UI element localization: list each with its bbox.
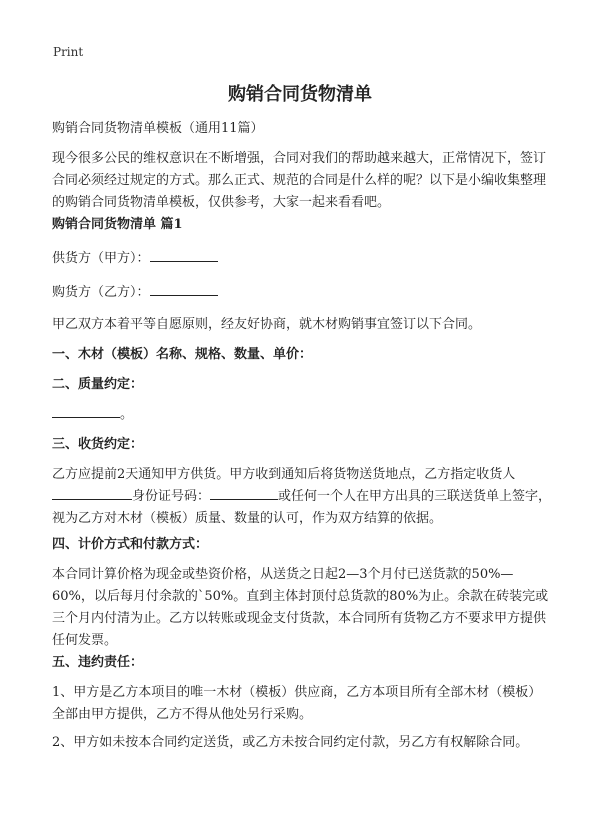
- quality-end: 。: [120, 407, 134, 422]
- heading-materials: 一、木材（模板）名称、规格、数量、单价：: [52, 347, 313, 362]
- supplier-line: [52, 248, 552, 270]
- buyer-blank: [150, 283, 218, 296]
- receiver-blank: [52, 487, 132, 500]
- quality-blank: [52, 405, 120, 418]
- intro-paragraph: 现今很多公民的维权意识在不断增强，合同对我们的帮助越来越大，正常情况下，签订合同必须经过规定的方式。那么正式、规范的合同是什么样的呢？以下是小编收集整理的购销合同货物清单模板，仅供参考，大家一起来看看吧。: [52, 151, 547, 210]
- buyer-line: [52, 282, 552, 304]
- section-title: 购销合同货物清单 篇1: [52, 217, 183, 232]
- payment-paragraph: 本合同计算价格为现金或垫资价格，从送货之日起2—3个月付已送货款的50%—60%，以后每月付余款的`50%。直到主体封顶付总货款的80%为止。余款在砖装完或三个月内付清为止。乙方以转账或现金支付货款，本合同所有货物乙方不要求甲方提供任何发票。: [52, 567, 549, 648]
- print-link[interactable]: Print: [53, 45, 84, 59]
- receipt-text-2: 身份证号码：: [132, 489, 211, 504]
- subtitle: 购销合同货物清单模板（通用11篇）: [52, 121, 264, 136]
- buyer-label: 购货方（乙方）：: [52, 285, 150, 300]
- heading-quality: 二、质量约定：: [52, 377, 144, 392]
- supplier-label: 供货方（甲方）：: [52, 251, 150, 266]
- heading-payment: 四、计价方式和付款方式：: [52, 537, 209, 552]
- heading-breach: 五、违约责任：: [52, 655, 144, 670]
- receipt-text-3: 或任何一个人在甲方出具的三联送货单上签字，视为乙方对木材（模板）质量、数量的认可，作为双方结算的依据。: [52, 489, 552, 526]
- receipt-paragraph: [52, 464, 552, 530]
- breach-clause-2: 2、甲方如未按本合同约定送货，或乙方未按合同约定付款，另乙方有权解除合同。: [52, 735, 529, 750]
- quality-line: [52, 404, 552, 426]
- id-number-blank: [210, 487, 278, 500]
- page-title: 购销合同货物清单: [228, 84, 372, 105]
- breach-clause-1: 1、甲方是乙方本项目的唯一木材（模板）供应商，乙方本项目所有全部木材（模板）全部由甲方提供，乙方不得从他处另行采购。: [52, 685, 542, 722]
- supplier-blank: [150, 249, 218, 262]
- receipt-text-1: 乙方应提前2天通知甲方供货。甲方收到通知后将货物送货地点，乙方指定收货人: [52, 467, 516, 482]
- agreement-paragraph: 甲乙双方本着平等自愿原则，经友好协商，就木材购销事宜签订以下合同。: [52, 317, 482, 332]
- heading-receipt: 三、收货约定：: [52, 437, 144, 452]
